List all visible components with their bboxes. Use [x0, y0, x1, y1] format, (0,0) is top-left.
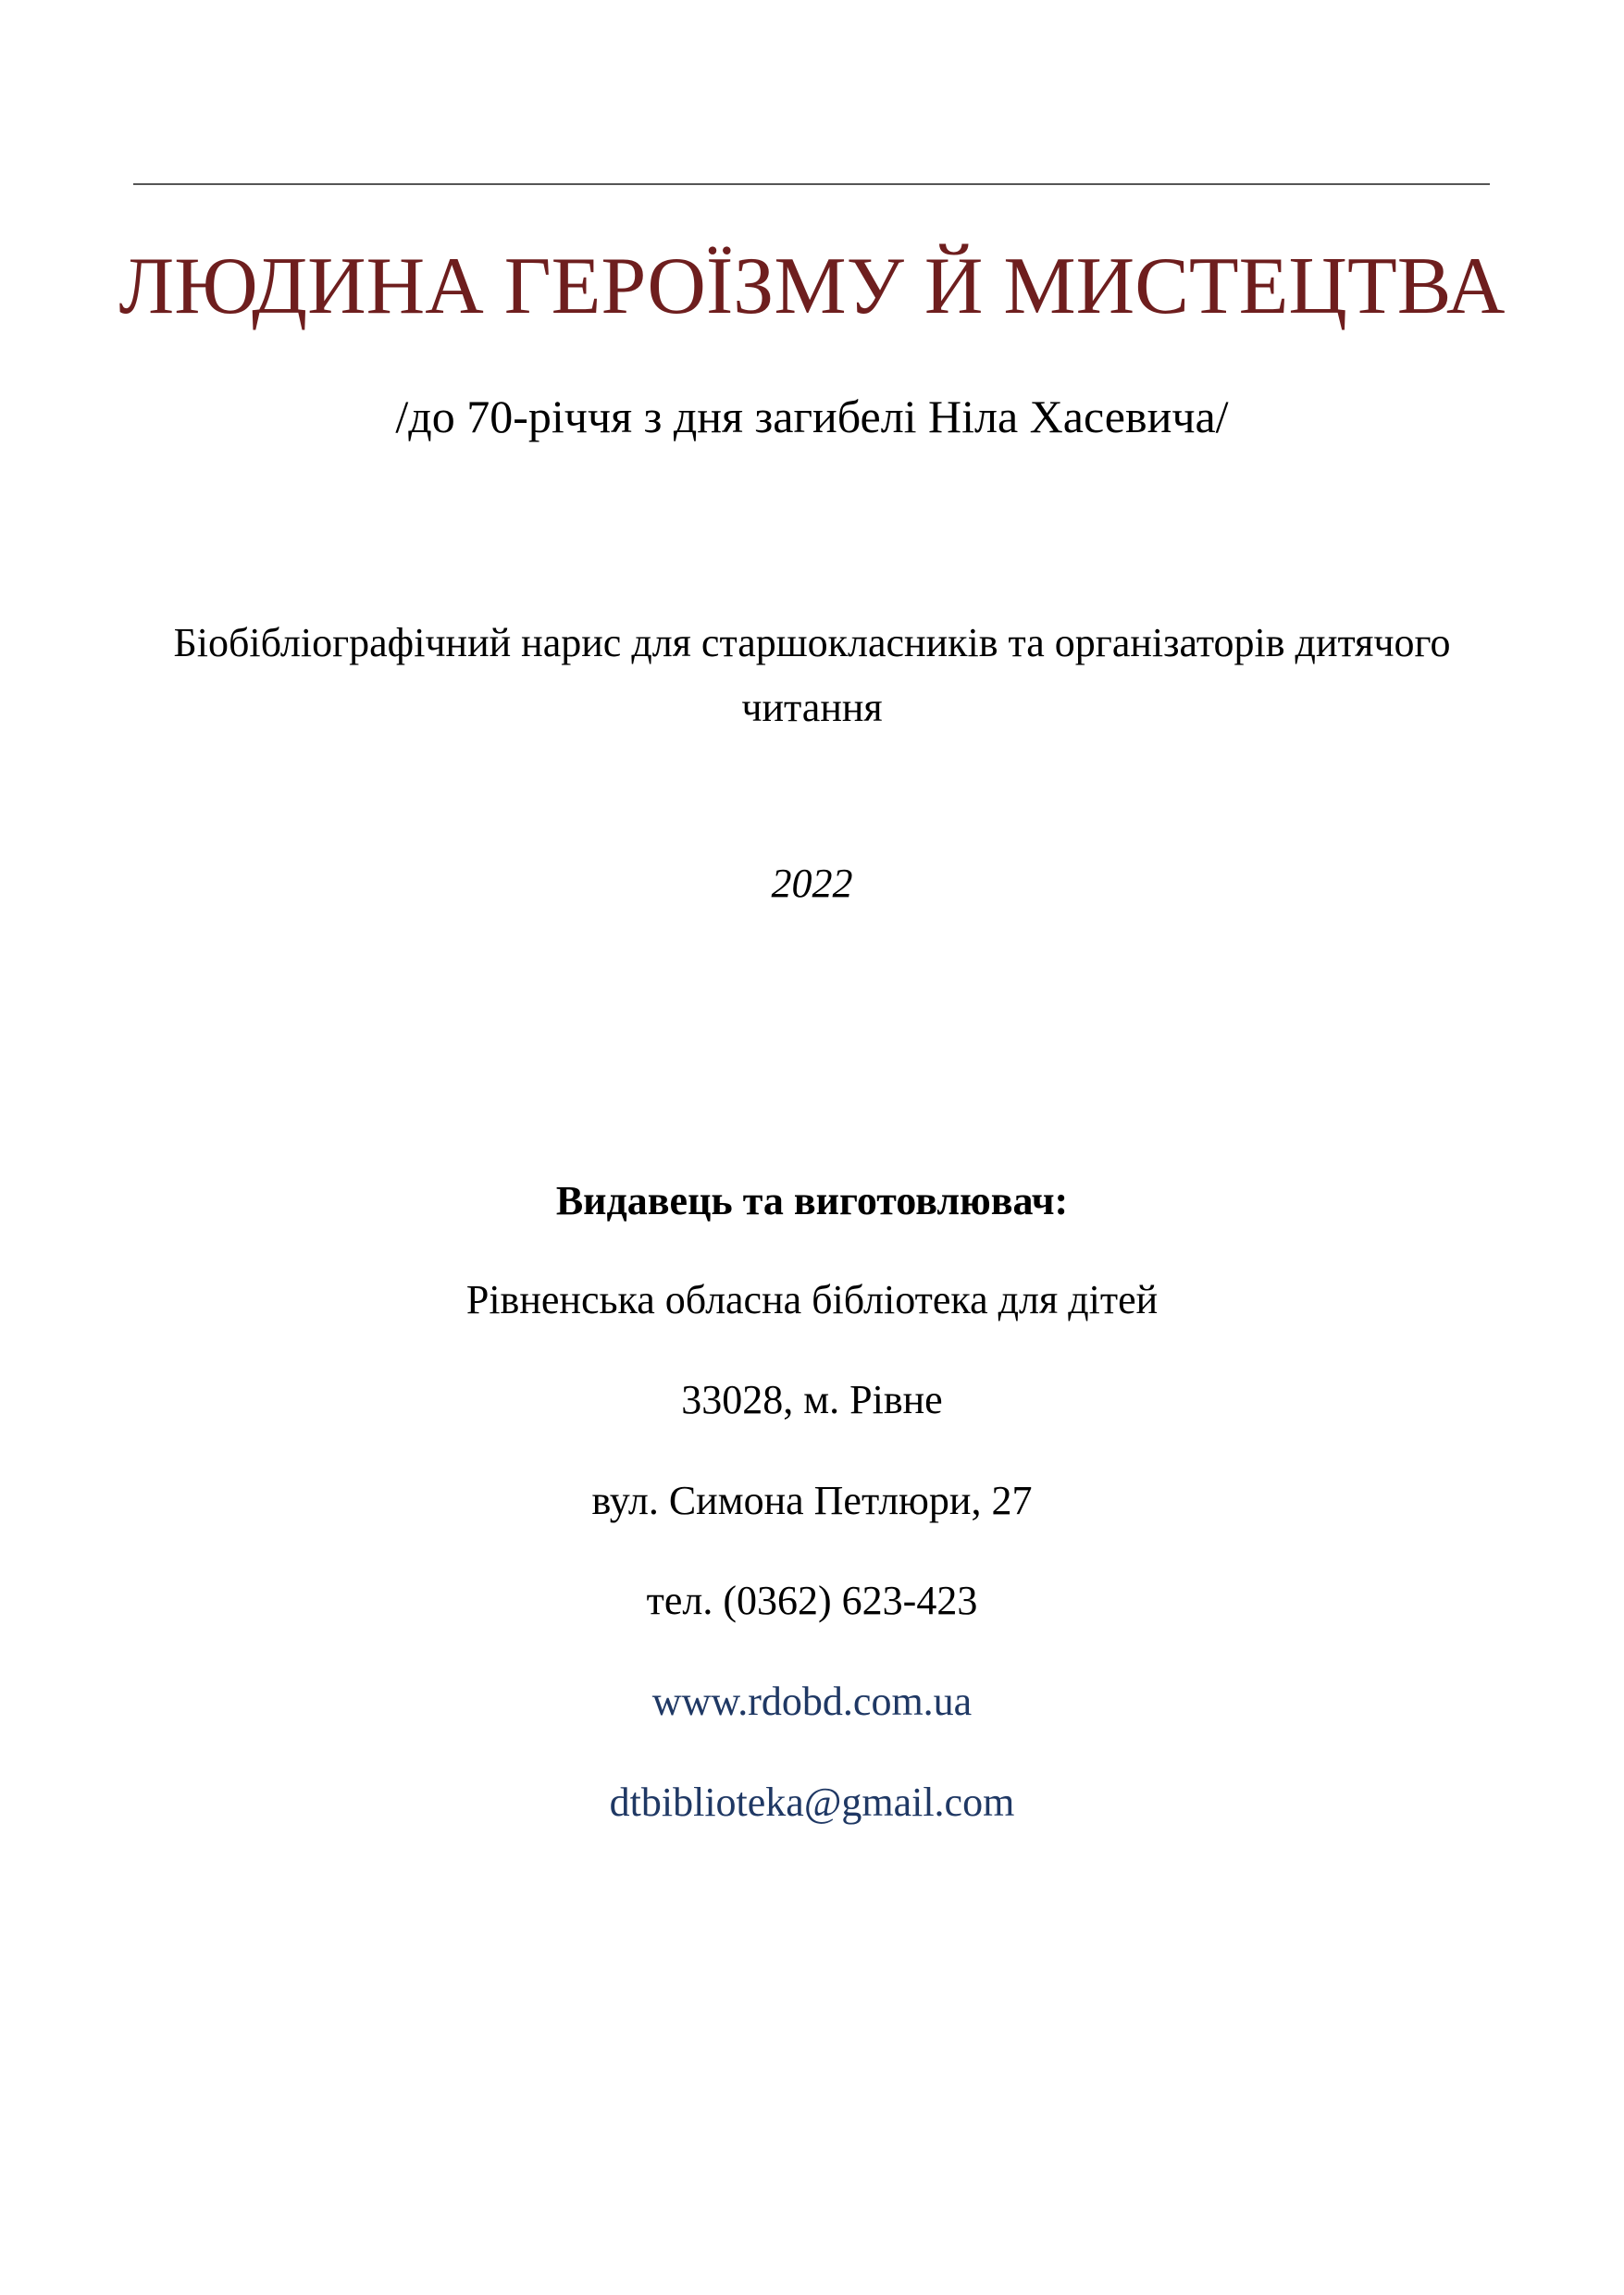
publication-year: 2022: [771, 861, 853, 906]
publisher-phone: тел. (0362) 623-423: [646, 1578, 978, 1623]
document-description: Біобібліографічний нарис для старшокласників та організаторів дитячого читання: [173, 620, 1451, 730]
document-subtitle: /до 70-річчя з дня загибелі Ніла Хасевича/: [395, 391, 1229, 442]
publisher-website-row: [0, 1669, 1624, 1734]
publisher-organization: Рівненська обласна бібліотека для дітей: [465, 1277, 1159, 1322]
publisher-city: 33028, м. Рівне: [681, 1377, 943, 1422]
publisher-heading: Видавець та виготовлювач:: [555, 1178, 1069, 1223]
publisher-email-row: [0, 1770, 1624, 1835]
publisher-website-link[interactable]: www.rdobd.com.ua: [651, 1679, 973, 1724]
publisher-email-link[interactable]: dtbiblioteka@gmail.com: [609, 1780, 1015, 1825]
top-divider: [133, 183, 1490, 185]
document-title: ЛЮДИНА ГЕРОЇЗМУ Й МИСТЕЦТВА: [118, 242, 1506, 331]
publisher-street: вул. Симона Петлюри, 27: [591, 1478, 1033, 1523]
